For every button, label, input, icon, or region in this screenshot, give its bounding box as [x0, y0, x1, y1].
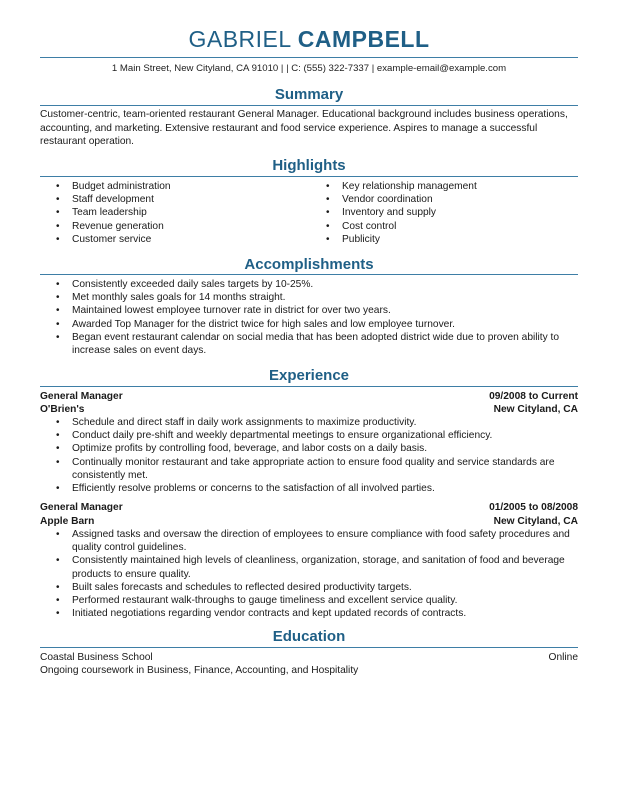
list-item: • Staff development: [40, 193, 310, 206]
education-detail: Ongoing coursework in Business, Finance, Accounting, and Hospitality: [40, 665, 359, 676]
list-item: • Met monthly sales goals for 14 months straight.: [40, 291, 585, 304]
education-school-row: [40, 651, 578, 664]
highlights-heading: Highlights: [272, 157, 346, 174]
education-heading: Education: [272, 628, 346, 645]
job-role: General Manager: [40, 502, 123, 513]
list-item: • Began event restaurant calendar on social media that has been adopted district wide due to proven ability to increase sales on event days.: [40, 331, 585, 357]
list-item: • Consistently exceeded daily sales targets by 10-25%.: [40, 278, 585, 291]
list-item: • Customer service: [40, 233, 310, 246]
highlights-divider: [40, 176, 578, 177]
list-item: • Publicity: [310, 233, 580, 246]
experience-heading: Experience: [268, 367, 350, 384]
list-item: • Built sales forecasts and schedules to reflected desired productivity targets.: [40, 581, 585, 594]
job-1-bullets: [40, 416, 585, 495]
job-2-title-row: [40, 501, 578, 514]
list-item: • Inventory and supply: [310, 206, 580, 219]
list-item: • Awarded Top Manager for the district twice for high sales and low employee turnover.: [40, 318, 585, 331]
experience-divider: [40, 386, 578, 387]
job-company: Apple Barn: [40, 516, 95, 527]
summary-text: Customer-centric, team-oriented restaurant General Manager. Educational background includes business operations, accounting, and marketing. Extensive restaurant and food service experience. Aspires to manage a successful restaurant operation.: [40, 109, 568, 147]
accomplishments-list: [40, 278, 585, 357]
job-role: General Manager: [40, 391, 123, 402]
list-item: • Performed restaurant walk-throughs to gauge timeliness and excellent service quality.: [40, 594, 585, 607]
list-item: • Schedule and direct staff in daily work assignments to maximize productivity.: [40, 416, 585, 429]
list-item: • Optimize profits by controlling food, beverage, and labor costs on a daily basis.: [40, 442, 585, 455]
job-location: New Cityland, CA: [493, 516, 578, 527]
candidate-name: [0, 26, 618, 53]
job-1-title-row: [40, 390, 578, 403]
list-item: • Key relationship management: [310, 180, 580, 193]
job-dates: 01/2005 to 08/2008: [489, 502, 578, 513]
header-divider: [40, 57, 578, 58]
summary-heading: Summary: [274, 86, 344, 103]
list-item: • Revenue generation: [40, 220, 310, 233]
job-dates: 09/2008 to Current: [489, 391, 578, 402]
list-item: • Efficiently resolve problems or concerns to the satisfaction of all involved parties.: [40, 482, 585, 495]
list-item: • Team leadership: [40, 206, 310, 219]
contact-line: 1 Main Street, New Cityland, CA 91010 | | C: (555) 322-7337 | example-email@example.com: [111, 63, 507, 74]
summary-divider: [40, 105, 578, 106]
first-name: GABRIEL: [188, 26, 291, 52]
job-location: New Cityland, CA: [493, 404, 578, 415]
list-item: • Assigned tasks and oversaw the direction of employees to ensure compliance with food safety procedures and quality control guidelines.: [40, 528, 585, 554]
list-item: • Budget administration: [40, 180, 310, 193]
accomplishments-divider: [40, 274, 578, 275]
list-item: • Cost control: [310, 220, 580, 233]
school-location: Online: [548, 652, 578, 663]
job-2-company-row: [40, 515, 578, 528]
job-2-bullets: [40, 528, 585, 620]
highlights-right-list: [310, 180, 580, 246]
list-item: • Continually monitor restaurant and take appropriate action to ensure food quality and service standards are consistently met.: [40, 456, 585, 482]
highlights-left-list: [40, 180, 310, 246]
list-item: • Maintained lowest employee turnover rate in district for over two years.: [40, 304, 585, 317]
job-company: O'Brien's: [40, 404, 85, 415]
list-item: • Conduct daily pre-shift and weekly departmental meetings to ensure organizational efficiency.: [40, 429, 585, 442]
list-item: • Initiated negotiations regarding vendor contracts and kept updated records of contracts.: [40, 607, 585, 620]
list-item: • Consistently maintained high levels of cleanliness, organization, storage, and sanitation of food and beverage products to ensure quality.: [40, 554, 585, 580]
accomplishments-heading: Accomplishments: [244, 256, 374, 273]
list-item: • Vendor coordination: [310, 193, 580, 206]
education-divider: [40, 647, 578, 648]
job-1-company-row: [40, 403, 578, 416]
last-name: CAMPBELL: [297, 26, 430, 52]
school-name: Coastal Business School: [40, 652, 153, 663]
